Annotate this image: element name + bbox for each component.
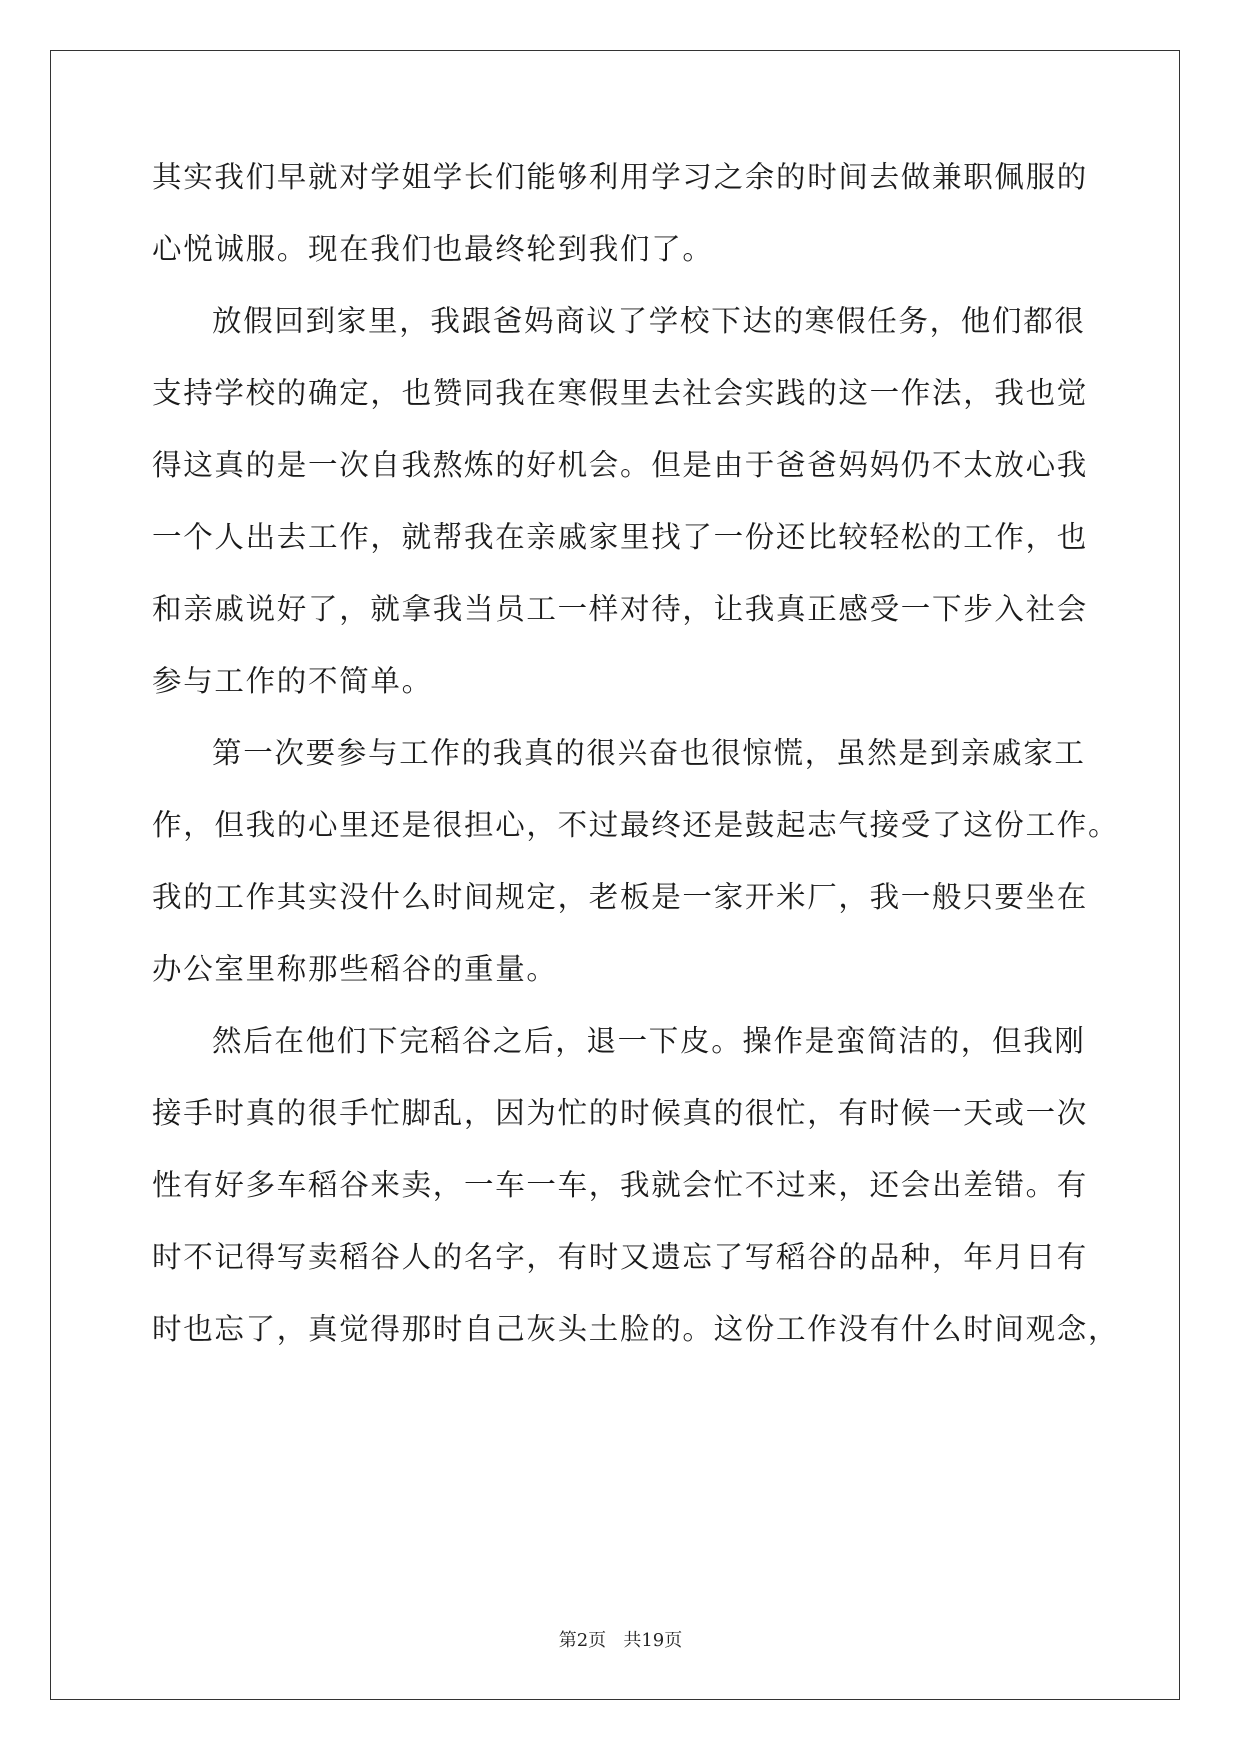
page-number: 第2页 bbox=[558, 1630, 607, 1651]
text-line: 得这真的是一次自我熬炼的好机会。但是由于爸爸妈妈仍不太放心我 bbox=[152, 448, 1089, 482]
text-line: 一个人出去工作，就帮我在亲戚家里找了一份还比较轻松的工作，也 bbox=[152, 520, 1089, 554]
text-line: 心悦诚服。现在我们也最终轮到我们了。 bbox=[152, 232, 714, 266]
text-line: 办公室里称那些稻谷的重量。 bbox=[152, 952, 558, 986]
text-line: 接手时真的很手忙脚乱，因为忙的时候真的很忙，有时候一天或一次 bbox=[152, 1096, 1089, 1130]
text-line: 时不记得写卖稻谷人的名字，有时又遗忘了写稻谷的品种，年月日有 bbox=[152, 1240, 1089, 1274]
text-line: 支持学校的确定，也赞同我在寒假里去社会实践的这一作法，我也觉 bbox=[152, 376, 1089, 410]
text-line: 时也忘了，真觉得那时自己灰头土脸的。这份工作没有什么时间观念， bbox=[152, 1312, 1120, 1346]
paragraph-start-line: 放假回到家里，我跟爸妈商议了学校下达的寒假任务，他们都很 bbox=[212, 304, 1086, 338]
page-total: 共19页 bbox=[623, 1630, 683, 1651]
text-line: 作，但我的心里还是很担心，不过最终还是鼓起志气接受了这份工作。 bbox=[152, 808, 1120, 842]
page-footer bbox=[0, 1626, 1241, 1652]
paragraph-start-line: 然后在他们下完稻谷之后，退一下皮。操作是蛮简洁的，但我刚 bbox=[212, 1024, 1086, 1058]
paragraph-start-line: 第一次要参与工作的我真的很兴奋也很惊慌，虽然是到亲戚家工 bbox=[212, 736, 1086, 770]
text-line: 和亲戚说好了，就拿我当员工一样对待，让我真正感受一下步入社会 bbox=[152, 592, 1089, 626]
text-line: 参与工作的不简单。 bbox=[152, 664, 433, 698]
text-line: 其实我们早就对学姐学长们能够利用学习之余的时间去做兼职佩服的 bbox=[152, 160, 1089, 194]
text-line: 性有好多车稻谷来卖，一车一车，我就会忙不过来，还会出差错。有 bbox=[152, 1168, 1089, 1202]
text-line: 我的工作其实没什么时间规定，老板是一家开米厂，我一般只要坐在 bbox=[152, 880, 1089, 914]
